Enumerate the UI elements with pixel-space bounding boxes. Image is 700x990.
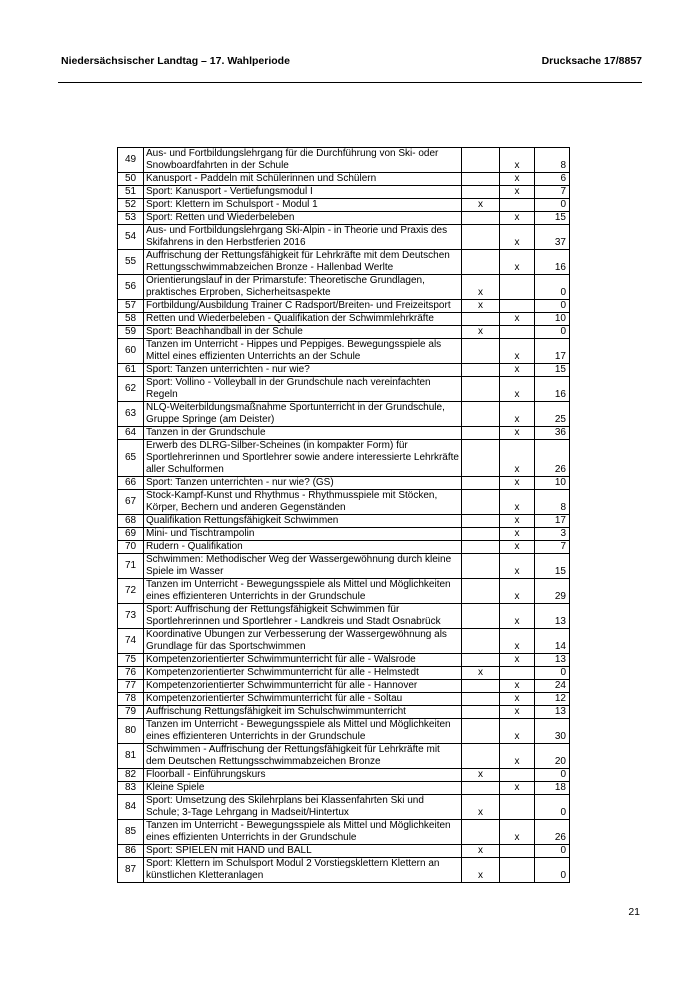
table-row	[118, 845, 570, 858]
participant-count: 13	[535, 604, 570, 629]
mark-column-2: x	[500, 402, 535, 427]
table-row	[118, 326, 570, 339]
course-title: Tanzen im Unterricht - Hippes und Peppiges. Bewegungsspiele als Mittel eines effizienten Unterrichts an der Schule	[144, 339, 462, 364]
course-title: Sport: Beachhandball in der Schule	[144, 326, 462, 339]
table-row	[118, 795, 570, 820]
mark-column-2: x	[500, 744, 535, 769]
mark-column-1	[462, 820, 500, 845]
table-row	[118, 186, 570, 199]
course-title: Sport: Vollino - Volleyball in der Grundschule nach vereinfachten Regeln	[144, 377, 462, 402]
row-number: 87	[118, 858, 144, 883]
mark-column-1	[462, 515, 500, 528]
mark-column-2: x	[500, 148, 535, 173]
mark-column-2: x	[500, 313, 535, 326]
row-number: 68	[118, 515, 144, 528]
participant-count: 20	[535, 744, 570, 769]
table-row	[118, 364, 570, 377]
course-title: Kompetenzorientierter Schwimmunterricht für alle - Hannover	[144, 680, 462, 693]
mark-column-1	[462, 782, 500, 795]
row-number: 76	[118, 667, 144, 680]
row-number: 82	[118, 769, 144, 782]
participant-count: 15	[535, 364, 570, 377]
mark-column-1	[462, 490, 500, 515]
mark-column-1: x	[462, 300, 500, 313]
participant-count: 0	[535, 326, 570, 339]
mark-column-2	[500, 667, 535, 680]
mark-column-1	[462, 604, 500, 629]
participant-count: 17	[535, 515, 570, 528]
table-row	[118, 554, 570, 579]
participant-count: 0	[535, 275, 570, 300]
mark-column-2	[500, 769, 535, 782]
mark-column-1	[462, 173, 500, 186]
row-number: 61	[118, 364, 144, 377]
course-title: Floorball - Einführungskurs	[144, 769, 462, 782]
course-title: Stock-Kampf-Kunst und Rhythmus - Rhythmusspiele mit Stöcken, Körper, Bechern und anderen Gegenständen	[144, 490, 462, 515]
table-row	[118, 719, 570, 744]
course-title: Kompetenzorientierter Schwimmunterricht für alle - Soltau	[144, 693, 462, 706]
course-title: Tanzen im Unterricht - Bewegungsspiele als Mittel und Möglichkeiten eines effizienteren Unterrichts in der Grundschule	[144, 719, 462, 744]
course-title: Sport: Auffrischung der Rettungsfähigkeit Schwimmen für Sportlehrerinnen und Sportlehrer - Landkreis und Stadt Osnabrück	[144, 604, 462, 629]
mark-column-1	[462, 693, 500, 706]
participant-count: 17	[535, 339, 570, 364]
row-number: 80	[118, 719, 144, 744]
course-title: Erwerb des DLRG-Silber-Scheines (in kompakter Form) für Sportlehrerinnen und Sportlehrer sowie andere interessierte Lehrkräfte aller Schulformen	[144, 440, 462, 477]
mark-column-2	[500, 795, 535, 820]
header-right: Drucksache 17/8857	[541, 55, 642, 67]
mark-column-2	[500, 300, 535, 313]
mark-column-2: x	[500, 693, 535, 706]
mark-column-2: x	[500, 364, 535, 377]
table-row	[118, 782, 570, 795]
participant-count: 10	[535, 477, 570, 490]
table-row	[118, 490, 570, 515]
row-number: 59	[118, 326, 144, 339]
row-number: 67	[118, 490, 144, 515]
mark-column-1	[462, 339, 500, 364]
table-row	[118, 199, 570, 212]
mark-column-2: x	[500, 477, 535, 490]
mark-column-2	[500, 845, 535, 858]
row-number: 77	[118, 680, 144, 693]
table-row	[118, 541, 570, 554]
table-row	[118, 515, 570, 528]
mark-column-1	[462, 212, 500, 225]
table-row	[118, 173, 570, 186]
participant-count: 0	[535, 795, 570, 820]
table-row	[118, 225, 570, 250]
table-row	[118, 693, 570, 706]
mark-column-2: x	[500, 820, 535, 845]
table-row	[118, 212, 570, 225]
table-row	[118, 654, 570, 667]
table-row	[118, 769, 570, 782]
mark-column-1	[462, 427, 500, 440]
mark-column-2	[500, 199, 535, 212]
row-number: 64	[118, 427, 144, 440]
participant-count: 0	[535, 769, 570, 782]
mark-column-1: x	[462, 199, 500, 212]
row-number: 65	[118, 440, 144, 477]
header-left: Niedersächsischer Landtag – 17. Wahlperiode	[61, 55, 290, 67]
mark-column-2: x	[500, 706, 535, 719]
mark-column-1	[462, 313, 500, 326]
mark-column-2: x	[500, 782, 535, 795]
row-number: 54	[118, 225, 144, 250]
mark-column-2: x	[500, 440, 535, 477]
participant-count: 37	[535, 225, 570, 250]
course-title: Aus- und Fortbildungslehrgang für die Durchführung von Ski- oder Snowboardfahrten in der Schule	[144, 148, 462, 173]
mark-column-2	[500, 275, 535, 300]
participant-count: 16	[535, 377, 570, 402]
participant-count: 3	[535, 528, 570, 541]
courses-table	[117, 147, 570, 883]
mark-column-1	[462, 364, 500, 377]
mark-column-2: x	[500, 528, 535, 541]
course-title: Orientierungslauf in der Primarstufe: Theoretische Grundlagen, praktisches Erproben, Sicherheitsaspekte	[144, 275, 462, 300]
table-row	[118, 579, 570, 604]
participant-count: 15	[535, 554, 570, 579]
mark-column-1	[462, 377, 500, 402]
mark-column-1	[462, 744, 500, 769]
mark-column-2: x	[500, 173, 535, 186]
course-title: Sport: SPIELEN mit HAND und BALL	[144, 845, 462, 858]
course-title: Auffrischung Rettungsfähigkeit im Schulschwimmunterricht	[144, 706, 462, 719]
mark-column-2: x	[500, 680, 535, 693]
course-title: Kanusport - Paddeln mit Schülerinnen und Schülern	[144, 173, 462, 186]
mark-column-1: x	[462, 667, 500, 680]
mark-column-2: x	[500, 225, 535, 250]
course-title: Kompetenzorientierter Schwimmunterricht für alle - Helmstedt	[144, 667, 462, 680]
participant-count: 7	[535, 541, 570, 554]
participant-count: 29	[535, 579, 570, 604]
mark-column-1	[462, 186, 500, 199]
mark-column-1	[462, 541, 500, 554]
participant-count: 8	[535, 148, 570, 173]
mark-column-2: x	[500, 554, 535, 579]
mark-column-2: x	[500, 212, 535, 225]
mark-column-2	[500, 326, 535, 339]
row-number: 86	[118, 845, 144, 858]
mark-column-1	[462, 654, 500, 667]
participant-count: 0	[535, 667, 570, 680]
participant-count: 0	[535, 858, 570, 883]
participant-count: 0	[535, 199, 570, 212]
table-row	[118, 858, 570, 883]
table-row	[118, 820, 570, 845]
row-number: 63	[118, 402, 144, 427]
mark-column-2: x	[500, 654, 535, 667]
courses-table-body	[118, 148, 570, 883]
table-row	[118, 440, 570, 477]
row-number: 74	[118, 629, 144, 654]
mark-column-2: x	[500, 339, 535, 364]
row-number: 49	[118, 148, 144, 173]
row-number: 81	[118, 744, 144, 769]
mark-column-1	[462, 440, 500, 477]
table-row	[118, 377, 570, 402]
mark-column-2: x	[500, 719, 535, 744]
participant-count: 24	[535, 680, 570, 693]
row-number: 70	[118, 541, 144, 554]
mark-column-1	[462, 629, 500, 654]
course-title: Sport: Umsetzung des Skilehrplans bei Klassenfahrten Ski und Schule; 3-Tage Lehrgang in Madseit/Hintertux	[144, 795, 462, 820]
table-row	[118, 339, 570, 364]
participant-count: 12	[535, 693, 570, 706]
participant-count: 15	[535, 212, 570, 225]
mark-column-1	[462, 554, 500, 579]
row-number: 60	[118, 339, 144, 364]
participant-count: 13	[535, 706, 570, 719]
participant-count: 26	[535, 820, 570, 845]
header-rule	[58, 82, 642, 83]
participant-count: 7	[535, 186, 570, 199]
row-number: 71	[118, 554, 144, 579]
row-number: 57	[118, 300, 144, 313]
table-row	[118, 629, 570, 654]
course-title: Kompetenzorientierter Schwimmunterricht für alle - Walsrode	[144, 654, 462, 667]
course-title: Retten und Wiederbeleben - Qualifikation der Schwimmlehrkräfte	[144, 313, 462, 326]
row-number: 66	[118, 477, 144, 490]
participant-count: 16	[535, 250, 570, 275]
participant-count: 36	[535, 427, 570, 440]
mark-column-2: x	[500, 490, 535, 515]
row-number: 73	[118, 604, 144, 629]
course-title: Tanzen im Unterricht - Bewegungsspiele als Mittel und Möglichkeiten eines effizienteren Unterrichts in der Grundschule	[144, 579, 462, 604]
participant-count: 0	[535, 845, 570, 858]
course-title: Auffrischung der Rettungsfähigkeit für Lehrkräfte mit dem Deutschen Rettungsschwimmabzeichen Bronze - Hallenbad Werlte	[144, 250, 462, 275]
table-row	[118, 250, 570, 275]
course-title: Schwimmen: Methodischer Weg der Wassergewöhnung durch kleine Spiele im Wasser	[144, 554, 462, 579]
mark-column-2: x	[500, 186, 535, 199]
table-row	[118, 313, 570, 326]
course-title: Sport: Retten und Wiederbeleben	[144, 212, 462, 225]
mark-column-1: x	[462, 326, 500, 339]
row-number: 78	[118, 693, 144, 706]
mark-column-2: x	[500, 427, 535, 440]
mark-column-2: x	[500, 377, 535, 402]
participant-count: 26	[535, 440, 570, 477]
course-title: Kleine Spiele	[144, 782, 462, 795]
table-row	[118, 148, 570, 173]
mark-column-2: x	[500, 515, 535, 528]
row-number: 84	[118, 795, 144, 820]
course-title: Sport: Kanusport - Vertiefungsmodul I	[144, 186, 462, 199]
table-row	[118, 744, 570, 769]
row-number: 52	[118, 199, 144, 212]
course-title: Aus- und Fortbildungslehrgang Ski-Alpin - in Theorie und Praxis des Skifahrens in den Herbstferien 2016	[144, 225, 462, 250]
mark-column-1	[462, 148, 500, 173]
mark-column-1: x	[462, 858, 500, 883]
table-row	[118, 667, 570, 680]
mark-column-1: x	[462, 769, 500, 782]
mark-column-1: x	[462, 845, 500, 858]
row-number: 62	[118, 377, 144, 402]
row-number: 69	[118, 528, 144, 541]
page-number: 21	[628, 906, 640, 918]
table-row	[118, 528, 570, 541]
participant-count: 14	[535, 629, 570, 654]
row-number: 53	[118, 212, 144, 225]
mark-column-1	[462, 719, 500, 744]
mark-column-2: x	[500, 604, 535, 629]
row-number: 51	[118, 186, 144, 199]
row-number: 83	[118, 782, 144, 795]
course-title: NLQ-Weiterbildungsmaßnahme Sportunterricht in der Grundschule, Gruppe Springe (am Deister)	[144, 402, 462, 427]
participant-count: 18	[535, 782, 570, 795]
row-number: 75	[118, 654, 144, 667]
participant-count: 30	[535, 719, 570, 744]
row-number: 55	[118, 250, 144, 275]
row-number: 56	[118, 275, 144, 300]
participant-count: 13	[535, 654, 570, 667]
table-row	[118, 477, 570, 490]
course-title: Schwimmen - Auffrischung der Rettungsfähigkeit für Lehrkräfte mit dem Deutschen Rettungsschwimmabzeichen Bronze	[144, 744, 462, 769]
mark-column-1: x	[462, 275, 500, 300]
course-title: Mini- und Tischtrampolin	[144, 528, 462, 541]
mark-column-1	[462, 477, 500, 490]
row-number: 72	[118, 579, 144, 604]
mark-column-2: x	[500, 250, 535, 275]
mark-column-1	[462, 579, 500, 604]
course-title: Sport: Klettern im Schulsport Modul 2 Vorstiegsklettern Klettern an künstlichen Kletteranlagen	[144, 858, 462, 883]
course-title: Qualifikation Rettungsfähigkeit Schwimmen	[144, 515, 462, 528]
course-title: Rudern - Qualifikation	[144, 541, 462, 554]
mark-column-1	[462, 402, 500, 427]
course-title: Sport: Tanzen unterrichten - nur wie? (GS)	[144, 477, 462, 490]
row-number: 79	[118, 706, 144, 719]
course-title: Tanzen im Unterricht - Bewegungsspiele als Mittel und Möglichkeiten eines effizienten Unterrichts in der Grundschule	[144, 820, 462, 845]
mark-column-1: x	[462, 795, 500, 820]
course-title: Sport: Klettern im Schulsport - Modul 1	[144, 199, 462, 212]
row-number: 58	[118, 313, 144, 326]
participant-count: 8	[535, 490, 570, 515]
participant-count: 25	[535, 402, 570, 427]
table-row	[118, 604, 570, 629]
table-row	[118, 300, 570, 313]
mark-column-1	[462, 680, 500, 693]
mark-column-1	[462, 706, 500, 719]
course-title: Koordinative Übungen zur Verbesserung der Wassergewöhnung als Grundlage für das Sportschwimmen	[144, 629, 462, 654]
participant-count: 6	[535, 173, 570, 186]
table-row	[118, 275, 570, 300]
table-row	[118, 706, 570, 719]
row-number: 85	[118, 820, 144, 845]
mark-column-1	[462, 225, 500, 250]
table-row	[118, 427, 570, 440]
course-title: Fortbildung/Ausbildung Trainer C Radsport/Breiten- und Freizeitsport	[144, 300, 462, 313]
mark-column-2	[500, 858, 535, 883]
course-title: Sport: Tanzen unterrichten - nur wie?	[144, 364, 462, 377]
mark-column-1	[462, 250, 500, 275]
participant-count: 10	[535, 313, 570, 326]
course-title: Tanzen in der Grundschule	[144, 427, 462, 440]
participant-count: 0	[535, 300, 570, 313]
table-row	[118, 680, 570, 693]
row-number: 50	[118, 173, 144, 186]
mark-column-2: x	[500, 541, 535, 554]
table-row	[118, 402, 570, 427]
mark-column-2: x	[500, 579, 535, 604]
mark-column-2: x	[500, 629, 535, 654]
mark-column-1	[462, 528, 500, 541]
